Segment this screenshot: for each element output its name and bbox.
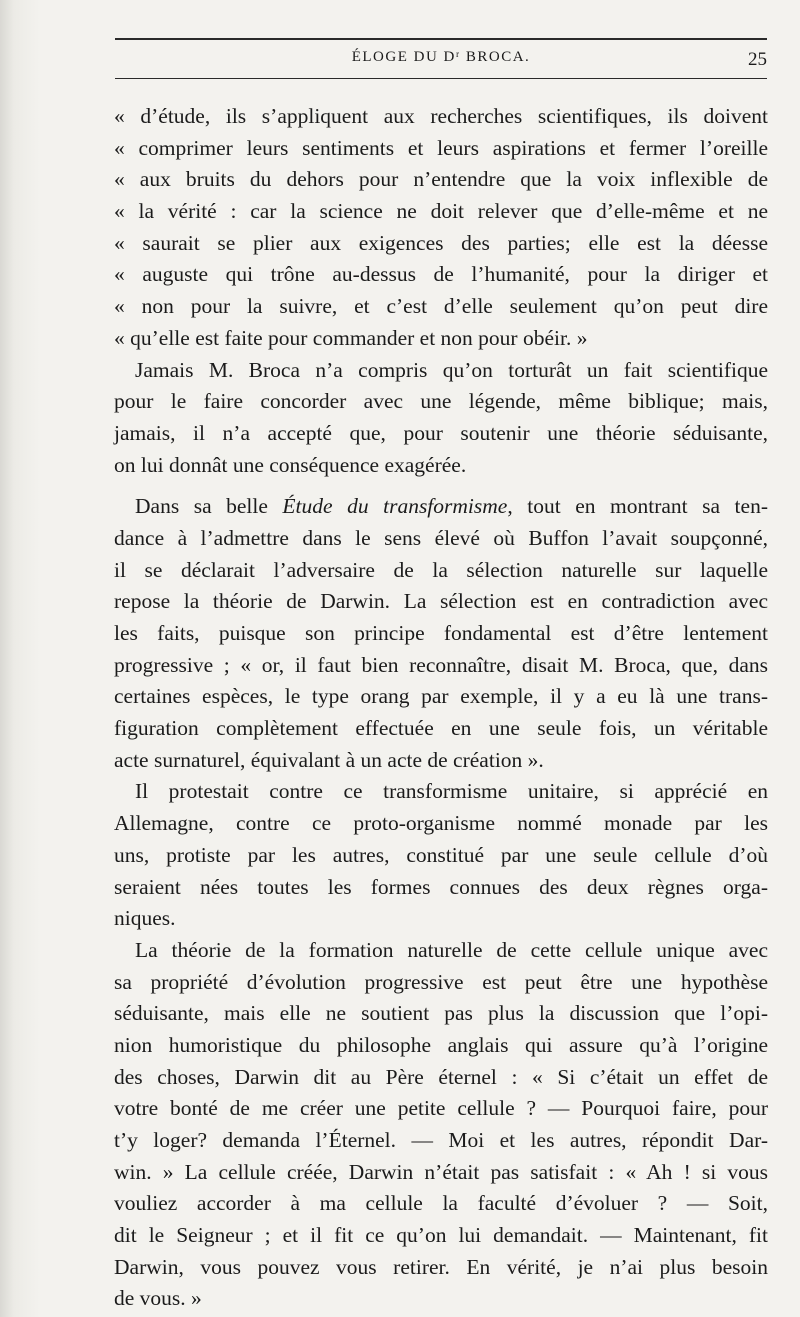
text-line: Allemagne, contre ce proto-organisme nommé monade par les [114, 811, 768, 836]
text-line: t’y loger? demanda l’Éternel. — Moi et les autres, répondit Dar- [114, 1128, 768, 1152]
text-line: « la vérité : car la science ne doit relever que d’elle-même et ne [114, 199, 768, 224]
page-number: 25 [748, 49, 767, 70]
text-line: figuration complètement effectuée en une seule fois, un véritable [114, 716, 768, 741]
text-line: acte surnaturel, équivalant à un acte de création ». [114, 747, 544, 772]
text-line: votre bonté de me créer une petite cellule ? — Pourquoi faire, pour [114, 1096, 768, 1121]
paragraph-quote [114, 101, 768, 355]
running-head [115, 49, 767, 71]
text-line: repose la théorie de Darwin. La sélection est en contradiction avec [114, 589, 768, 614]
body-text [114, 101, 768, 1315]
text-line: Dans sa belle Étude du transformisme, tout en montrant sa ten- [135, 494, 768, 519]
text-line: de vous. » [114, 1286, 202, 1311]
text-line: on lui donnât une conséquence exagérée. [114, 452, 467, 477]
text-line: « qu’elle est faite pour commander et non pour obéir. » [114, 325, 588, 350]
text-line: certaines espèces, le type orang par exemple, il y a eu là une trans- [114, 684, 768, 709]
text-line: « d’étude, ils s’appliquent aux recherches scientifiques, ils doivent [114, 104, 768, 128]
text-line: sa propriété d’évolution progressive est peut être une hypothèse [114, 969, 768, 994]
text-line: Jamais M. Broca n’a compris qu’on torturât un fait scientifique [135, 357, 768, 382]
text-line: Il protestait contre ce transformisme unitaire, si apprécié en [135, 779, 768, 804]
text-line: les faits, puisque son principe fondamental est d’être lentement [114, 621, 768, 645]
text-line: dance à l’admettre dans le sens élevé où Buffon l’avait soupçonné, [114, 525, 768, 550]
text-line: « comprimer leurs sentiments et leurs aspirations et fermer l’oreille [114, 135, 768, 160]
text-line: des choses, Darwin dit au Père éternel : « Si c’était un effet de [114, 1064, 768, 1089]
text-line: « aux bruits du dehors pour n’entendre que la voix inflexible de [114, 167, 768, 192]
text-line: vouliez accorder à ma cellule la faculté d’évoluer ? — Soit, [114, 1191, 768, 1216]
header-rule-top [115, 38, 767, 40]
paragraph [114, 935, 768, 1315]
paragraph [114, 491, 768, 776]
text-line: uns, protiste par les autres, constitué par une seule cellule d’où [114, 842, 768, 867]
text-line: « auguste qui trône au-dessus de l’humanité, pour la diriger et [114, 262, 768, 287]
text-line: niques. [114, 906, 176, 931]
paragraph [114, 355, 768, 482]
text-line: seraient nées toutes les formes connues des deux règnes orga- [114, 874, 768, 899]
text-line: « non pour la suivre, et c’est d’elle seulement qu’on peut dire [114, 294, 768, 319]
text-line: La théorie de la formation naturelle de cette cellule unique avec [135, 937, 768, 962]
text-line: Darwin, vous pouvez vous retirer. En vérité, je n’ai plus besoin [114, 1254, 768, 1279]
text-line: nion humoristique du philosophe anglais qui assure qu’à l’origine [114, 1032, 768, 1057]
text-line: pour le faire concorder avec une légende, même biblique; mais, [114, 389, 768, 414]
text-line: dit le Seigneur ; et il fit ce qu’on lui demandait. — Maintenant, fit [114, 1223, 768, 1248]
text-line: win. » La cellule créée, Darwin n’était pas satisfait : « Ah ! si vous [114, 1159, 768, 1184]
book-title-italic: Étude du transformisme [282, 494, 508, 519]
running-title: ÉLOGE DU Dʳ BROCA. [351, 49, 531, 65]
text-line: jamais, il n’a accepté que, pour soutenir une théorie séduisante, [114, 420, 768, 445]
text-line: progressive ; « or, il faut bien reconnaître, disait M. Broca, que, dans [114, 652, 768, 677]
paragraph [114, 776, 768, 934]
text-line: il se déclarait l’adversaire de la sélection naturelle sur laquelle [114, 557, 768, 582]
text-line: « saurait se plier aux exigences des parties; elle est la déesse [114, 230, 768, 255]
header-rule-bottom [115, 78, 767, 79]
text-line: séduisante, mais elle ne soutient pas plus la discussion que l’opi- [114, 1001, 768, 1026]
